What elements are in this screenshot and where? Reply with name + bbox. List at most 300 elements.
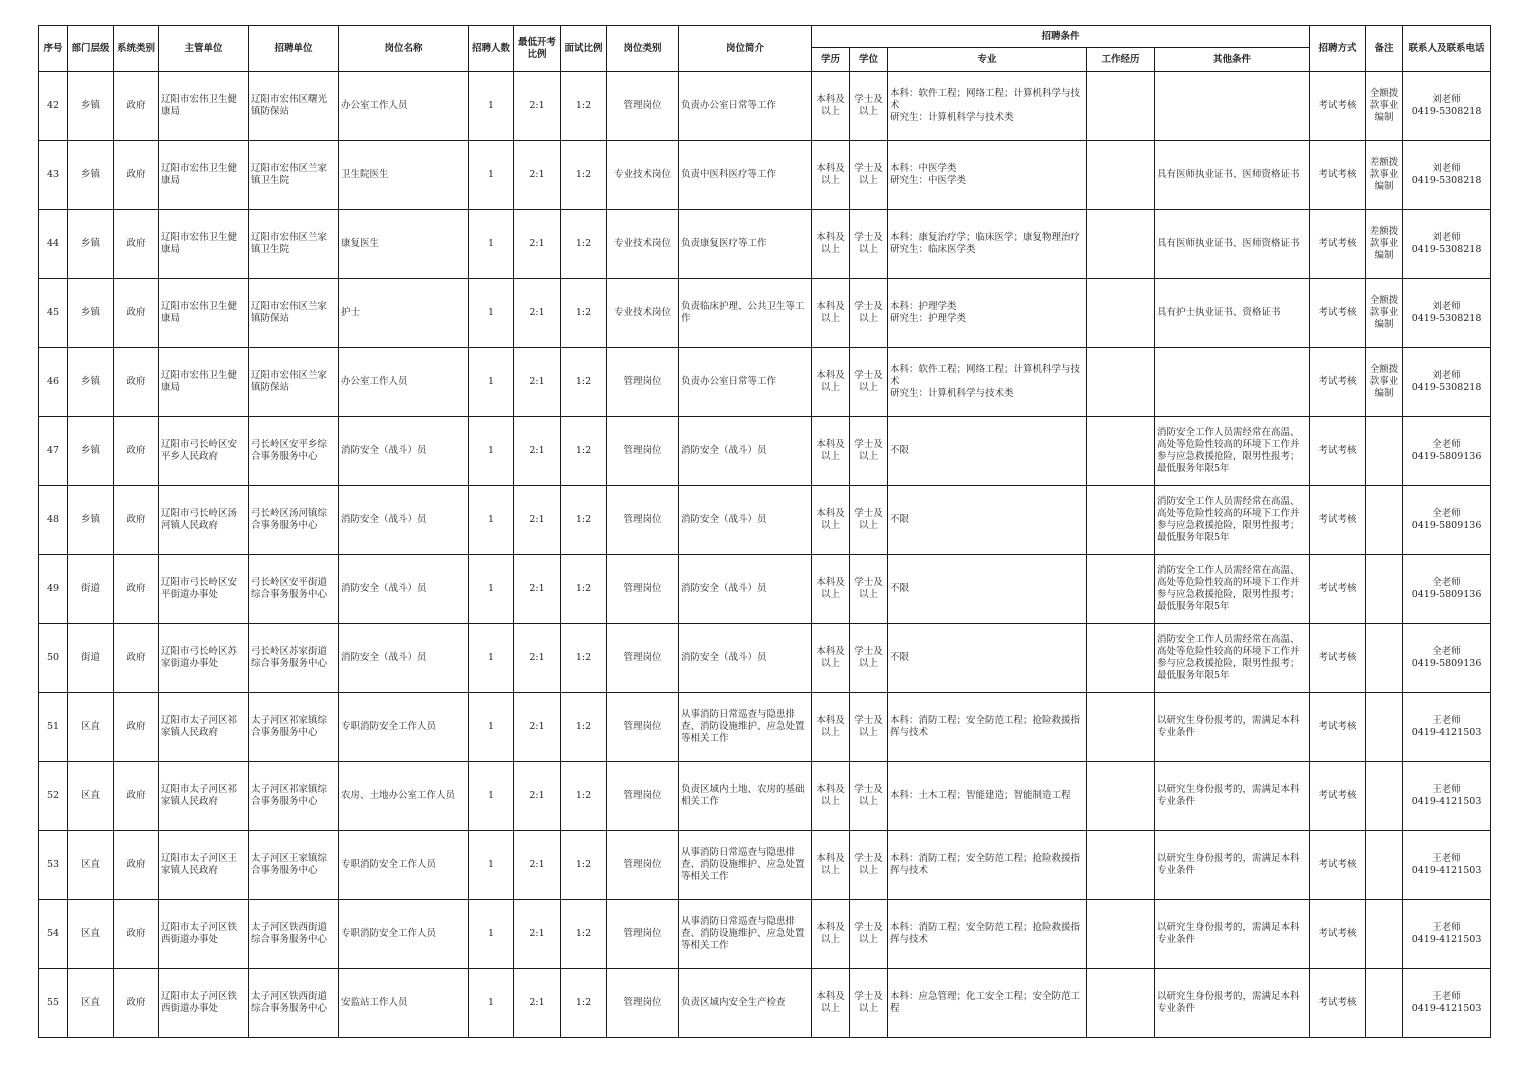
cell-remark: 全额拨款事业编制: [1366, 348, 1403, 417]
cell-seq: 51: [39, 693, 68, 762]
cell-dept-level: 街道: [68, 555, 114, 624]
table-row: [39, 693, 1491, 762]
contact-phone: 0419-5809136: [1411, 658, 1482, 669]
cell-education: 本科及以上: [812, 762, 850, 831]
header-major: 专业: [888, 48, 1087, 72]
cell-count: 1: [469, 900, 514, 969]
cell-degree: 学士及以上: [850, 693, 888, 762]
table-row: [39, 969, 1491, 1038]
cell-post-type: 专业技术岗位: [607, 279, 679, 348]
cell-system: 政府: [114, 693, 159, 762]
cell-other: 消防安全工作人员需经常在高温、高处等危险性较高的环境下工作并参与应急救援抢险，限男性报考；最低服务年限5年: [1155, 555, 1310, 624]
cell-authority: 辽阳市宏伟卫生健康局: [159, 210, 249, 279]
cell-education: 本科及以上: [812, 624, 850, 693]
cell-employer: 弓长岭区苏家街道综合事务服务中心: [249, 624, 339, 693]
cell-position: 安监站工作人员: [339, 969, 469, 1038]
cell-post-type: 管理岗位: [607, 348, 679, 417]
cell-major: 本科：中医学类 研究生：中医学类: [888, 141, 1087, 210]
cell-authority: 辽阳市宏伟卫生健康局: [159, 141, 249, 210]
cell-education: 本科及以上: [812, 210, 850, 279]
contact-phone: 0419-4121503: [1411, 865, 1482, 876]
cell-seq: 47: [39, 417, 68, 486]
cell-remark: [1366, 969, 1403, 1038]
contact-name: 全老师: [1432, 577, 1461, 588]
cell-ratio: 2:1: [514, 555, 561, 624]
cell-degree: 学士及以上: [850, 900, 888, 969]
cell-contact: [1403, 555, 1491, 624]
cell-post-type: 专业技术岗位: [607, 141, 679, 210]
contact-phone: 0419-4121503: [1411, 934, 1482, 945]
cell-method: 考试考核: [1310, 210, 1366, 279]
cell-system: 政府: [114, 72, 159, 141]
cell-authority: 辽阳市太子河区王家镇人民政府: [159, 831, 249, 900]
cell-education: 本科及以上: [812, 417, 850, 486]
cell-education: 本科及以上: [812, 969, 850, 1038]
table-row: [39, 762, 1491, 831]
cell-system: 政府: [114, 900, 159, 969]
cell-seq: 42: [39, 72, 68, 141]
cell-ratio: 2:1: [514, 693, 561, 762]
cell-interview: 1:2: [561, 279, 607, 348]
cell-other: 以研究生身份报考的，需满足本科专业条件: [1155, 693, 1310, 762]
cell-intro: 从事消防日常巡查与隐患排查、消防设施维护、应急处置等相关工作: [679, 693, 812, 762]
cell-method: 考试考核: [1310, 417, 1366, 486]
cell-major: 本科：软件工程；网络工程；计算机科学与技术 研究生：计算机科学与技术类: [888, 72, 1087, 141]
cell-employer: 弓长岭区汤河镇综合事务服务中心: [249, 486, 339, 555]
cell-seq: 55: [39, 969, 68, 1038]
cell-other: 以研究生身份报考的，需满足本科专业条件: [1155, 900, 1310, 969]
contact-phone: 0419-4121503: [1411, 1003, 1482, 1014]
cell-system: 政府: [114, 486, 159, 555]
cell-experience: [1087, 693, 1155, 762]
cell-other: 具有医师执业证书、医师资格证书: [1155, 141, 1310, 210]
cell-major: 本科：软件工程；网络工程；计算机科学与技术 研究生：计算机科学与技术类: [888, 348, 1087, 417]
cell-experience: [1087, 555, 1155, 624]
cell-authority: 辽阳市弓长岭区安平乡人民政府: [159, 417, 249, 486]
contact-name: 王老师: [1432, 715, 1461, 726]
cell-method: 考试考核: [1310, 762, 1366, 831]
cell-intro: 消防安全（战斗）员: [679, 486, 812, 555]
contact-phone: 0419-5809136: [1411, 451, 1482, 462]
cell-position: 办公室工作人员: [339, 348, 469, 417]
cell-experience: [1087, 969, 1155, 1038]
cell-major: 本科：康复治疗学；临床医学；康复物理治疗 研究生：临床医学类: [888, 210, 1087, 279]
cell-count: 1: [469, 72, 514, 141]
cell-post-type: 管理岗位: [607, 693, 679, 762]
cell-degree: 学士及以上: [850, 210, 888, 279]
cell-count: 1: [469, 348, 514, 417]
cell-other: 以研究生身份报考的，需满足本科专业条件: [1155, 762, 1310, 831]
cell-dept-level: 乡镇: [68, 141, 114, 210]
cell-contact: [1403, 486, 1491, 555]
cell-method: 考试考核: [1310, 693, 1366, 762]
header-seq: 序号: [39, 26, 68, 72]
cell-method: 考试考核: [1310, 969, 1366, 1038]
contact-name: 全老师: [1432, 646, 1461, 657]
cell-seq: 46: [39, 348, 68, 417]
cell-position: 消防安全（战斗）员: [339, 624, 469, 693]
cell-other: 以研究生身份报考的，需满足本科专业条件: [1155, 969, 1310, 1038]
cell-major: 本科：应急管理；化工安全工程；安全防范工程: [888, 969, 1087, 1038]
cell-employer: 太子河区王家镇综合事务服务中心: [249, 831, 339, 900]
cell-contact: [1403, 900, 1491, 969]
cell-system: 政府: [114, 555, 159, 624]
cell-remark: 差额拨款事业编制: [1366, 141, 1403, 210]
header-contact: 联系人及联系电话: [1403, 26, 1491, 72]
cell-dept-level: 区直: [68, 831, 114, 900]
cell-interview: 1:2: [561, 762, 607, 831]
cell-interview: 1:2: [561, 624, 607, 693]
cell-interview: 1:2: [561, 486, 607, 555]
recruitment-table: [38, 25, 1491, 1038]
cell-experience: [1087, 279, 1155, 348]
cell-system: 政府: [114, 969, 159, 1038]
cell-interview: 1:2: [561, 831, 607, 900]
cell-dept-level: 乡镇: [68, 348, 114, 417]
header-count: 招聘人数: [469, 26, 514, 72]
cell-degree: 学士及以上: [850, 279, 888, 348]
cell-ratio: 2:1: [514, 624, 561, 693]
cell-dept-level: 乡镇: [68, 417, 114, 486]
cell-count: 1: [469, 210, 514, 279]
cell-position: 消防安全（战斗）员: [339, 555, 469, 624]
table-row: [39, 348, 1491, 417]
cell-count: 1: [469, 555, 514, 624]
cell-dept-level: 乡镇: [68, 486, 114, 555]
cell-experience: [1087, 210, 1155, 279]
cell-count: 1: [469, 624, 514, 693]
header-method: 招聘方式: [1310, 26, 1366, 72]
cell-seq: 50: [39, 624, 68, 693]
cell-degree: 学士及以上: [850, 141, 888, 210]
cell-experience: [1087, 72, 1155, 141]
cell-major: 本科：土木工程；智能建造；智能制造工程: [888, 762, 1087, 831]
cell-education: 本科及以上: [812, 72, 850, 141]
cell-degree: 学士及以上: [850, 348, 888, 417]
cell-interview: 1:2: [561, 72, 607, 141]
cell-experience: [1087, 900, 1155, 969]
cell-authority: 辽阳市太子河区祁家镇人民政府: [159, 693, 249, 762]
cell-method: 考试考核: [1310, 72, 1366, 141]
header-education: 学历: [812, 48, 850, 72]
contact-name: 刘老师: [1432, 370, 1461, 381]
cell-intro: 负责区域内土地、农房的基础相关工作: [679, 762, 812, 831]
cell-contact: [1403, 279, 1491, 348]
cell-remark: [1366, 693, 1403, 762]
cell-ratio: 2:1: [514, 900, 561, 969]
cell-intro: 消防安全（战斗）员: [679, 417, 812, 486]
cell-post-type: 管理岗位: [607, 969, 679, 1038]
cell-system: 政府: [114, 762, 159, 831]
cell-contact: [1403, 348, 1491, 417]
cell-remark: 全额拨款事业编制: [1366, 72, 1403, 141]
cell-count: 1: [469, 693, 514, 762]
cell-method: 考试考核: [1310, 141, 1366, 210]
cell-intro: 从事消防日常巡查与隐患排查、消防设施维护、应急处置等相关工作: [679, 900, 812, 969]
cell-seq: 53: [39, 831, 68, 900]
cell-dept-level: 乡镇: [68, 279, 114, 348]
contact-phone: 0419-5308218: [1411, 106, 1482, 117]
cell-position: 专职消防安全工作人员: [339, 693, 469, 762]
contact-name: 全老师: [1432, 439, 1461, 450]
cell-seq: 49: [39, 555, 68, 624]
cell-ratio: 2:1: [514, 348, 561, 417]
header-intro: 岗位简介: [679, 26, 812, 72]
cell-count: 1: [469, 279, 514, 348]
cell-other: 以研究生身份报考的，需满足本科专业条件: [1155, 831, 1310, 900]
cell-count: 1: [469, 141, 514, 210]
cell-other: [1155, 72, 1310, 141]
cell-count: 1: [469, 486, 514, 555]
contact-name: 王老师: [1432, 922, 1461, 933]
cell-contact: [1403, 141, 1491, 210]
cell-contact: [1403, 72, 1491, 141]
cell-contact: [1403, 693, 1491, 762]
cell-interview: 1:2: [561, 141, 607, 210]
header-dept-level: 部门层级: [68, 26, 114, 72]
cell-intro: 消防安全（战斗）员: [679, 555, 812, 624]
contact-name: 全老师: [1432, 508, 1461, 519]
cell-education: 本科及以上: [812, 486, 850, 555]
header-system: 系统类别: [114, 26, 159, 72]
cell-dept-level: 区直: [68, 900, 114, 969]
cell-employer: 太子河区铁西街道综合事务服务中心: [249, 900, 339, 969]
cell-contact: [1403, 762, 1491, 831]
cell-position: 农房、土地办公室工作人员: [339, 762, 469, 831]
cell-system: 政府: [114, 831, 159, 900]
contact-phone: 0419-5308218: [1411, 244, 1482, 255]
cell-intro: 负责临床护理、公共卫生等工作: [679, 279, 812, 348]
cell-position: 办公室工作人员: [339, 72, 469, 141]
header-ratio: 最低开考比例: [514, 26, 561, 72]
contact-phone: 0419-4121503: [1411, 796, 1482, 807]
cell-post-type: 管理岗位: [607, 900, 679, 969]
cell-remark: [1366, 831, 1403, 900]
cell-employer: 辽阳市宏伟区兰家镇卫生院: [249, 141, 339, 210]
contact-name: 刘老师: [1432, 94, 1461, 105]
cell-contact: [1403, 624, 1491, 693]
cell-degree: 学士及以上: [850, 762, 888, 831]
cell-seq: 52: [39, 762, 68, 831]
cell-post-type: 管理岗位: [607, 555, 679, 624]
table-row: [39, 210, 1491, 279]
cell-system: 政府: [114, 348, 159, 417]
table-row: [39, 831, 1491, 900]
cell-method: 考试考核: [1310, 486, 1366, 555]
cell-method: 考试考核: [1310, 624, 1366, 693]
table-row: [39, 417, 1491, 486]
cell-ratio: 2:1: [514, 279, 561, 348]
header-remark: 备注: [1366, 26, 1403, 72]
contact-name: 王老师: [1432, 853, 1461, 864]
cell-degree: 学士及以上: [850, 486, 888, 555]
cell-position: 专职消防安全工作人员: [339, 900, 469, 969]
cell-system: 政府: [114, 279, 159, 348]
cell-degree: 学士及以上: [850, 72, 888, 141]
table-body: [39, 72, 1491, 1038]
cell-dept-level: 区直: [68, 693, 114, 762]
cell-degree: 学士及以上: [850, 624, 888, 693]
cell-authority: 辽阳市太子河区铁西街道办事处: [159, 900, 249, 969]
cell-experience: [1087, 348, 1155, 417]
cell-employer: 辽阳市宏伟区兰家镇防保站: [249, 348, 339, 417]
cell-authority: 辽阳市宏伟卫生健康局: [159, 72, 249, 141]
cell-major: 不限: [888, 624, 1087, 693]
cell-position: 专职消防安全工作人员: [339, 831, 469, 900]
cell-system: 政府: [114, 141, 159, 210]
cell-employer: 辽阳市宏伟区兰家镇防保站: [249, 279, 339, 348]
table-row: [39, 141, 1491, 210]
cell-interview: 1:2: [561, 900, 607, 969]
cell-remark: [1366, 417, 1403, 486]
cell-interview: 1:2: [561, 348, 607, 417]
cell-major: 本科：消防工程；安全防范工程；抢险救援指挥与技术: [888, 900, 1087, 969]
cell-authority: 辽阳市弓长岭区安平街道办事处: [159, 555, 249, 624]
contact-phone: 0419-5308218: [1411, 382, 1482, 393]
cell-major: 本科：护理学类 研究生：护理学类: [888, 279, 1087, 348]
cell-experience: [1087, 831, 1155, 900]
cell-position: 康复医生: [339, 210, 469, 279]
cell-other: 消防安全工作人员需经常在高温、高处等危险性较高的环境下工作并参与应急救援抢险，限男性报考；最低服务年限5年: [1155, 417, 1310, 486]
cell-dept-level: 街道: [68, 624, 114, 693]
cell-post-type: 管理岗位: [607, 762, 679, 831]
cell-other: 具有医师执业证书、医师资格证书: [1155, 210, 1310, 279]
cell-experience: [1087, 762, 1155, 831]
cell-method: 考试考核: [1310, 900, 1366, 969]
cell-authority: 辽阳市宏伟卫生健康局: [159, 279, 249, 348]
cell-dept-level: 乡镇: [68, 210, 114, 279]
header-conditions: 招聘条件: [812, 26, 1310, 48]
contact-name: 刘老师: [1432, 163, 1461, 174]
cell-method: 考试考核: [1310, 555, 1366, 624]
cell-experience: [1087, 486, 1155, 555]
cell-intro: 负责康复医疗等工作: [679, 210, 812, 279]
cell-employer: 太子河区铁西街道综合事务服务中心: [249, 969, 339, 1038]
table-row: [39, 72, 1491, 141]
cell-interview: 1:2: [561, 210, 607, 279]
cell-contact: [1403, 831, 1491, 900]
cell-ratio: 2:1: [514, 762, 561, 831]
cell-interview: 1:2: [561, 693, 607, 762]
cell-ratio: 2:1: [514, 210, 561, 279]
cell-major: 本科：消防工程；安全防范工程；抢险救援指挥与技术: [888, 693, 1087, 762]
cell-remark: [1366, 486, 1403, 555]
cell-ratio: 2:1: [514, 969, 561, 1038]
cell-degree: 学士及以上: [850, 969, 888, 1038]
cell-seq: 45: [39, 279, 68, 348]
cell-seq: 44: [39, 210, 68, 279]
table-row: [39, 486, 1491, 555]
cell-employer: 辽阳市宏伟区兰家镇卫生院: [249, 210, 339, 279]
cell-post-type: 管理岗位: [607, 831, 679, 900]
cell-count: 1: [469, 417, 514, 486]
cell-experience: [1087, 141, 1155, 210]
header-other: 其他条件: [1155, 48, 1310, 72]
contact-phone: 0419-5308218: [1411, 175, 1482, 186]
cell-post-type: 管理岗位: [607, 72, 679, 141]
cell-dept-level: 区直: [68, 969, 114, 1038]
cell-interview: 1:2: [561, 417, 607, 486]
contact-phone: 0419-5308218: [1411, 313, 1482, 324]
header-interview: 面试比例: [561, 26, 607, 72]
contact-name: 刘老师: [1432, 301, 1461, 312]
cell-contact: [1403, 417, 1491, 486]
header-post-type: 岗位类别: [607, 26, 679, 72]
cell-employer: 太子河区祁家镇综合事务服务中心: [249, 762, 339, 831]
cell-degree: 学士及以上: [850, 417, 888, 486]
cell-dept-level: 区直: [68, 762, 114, 831]
cell-other: [1155, 348, 1310, 417]
cell-education: 本科及以上: [812, 555, 850, 624]
contact-name: 刘老师: [1432, 232, 1461, 243]
contact-phone: 0419-4121503: [1411, 727, 1482, 738]
cell-method: 考试考核: [1310, 831, 1366, 900]
cell-position: 护士: [339, 279, 469, 348]
cell-education: 本科及以上: [812, 831, 850, 900]
cell-interview: 1:2: [561, 555, 607, 624]
cell-employer: 弓长岭区安平街道综合事务服务中心: [249, 555, 339, 624]
cell-education: 本科及以上: [812, 348, 850, 417]
cell-post-type: 管理岗位: [607, 624, 679, 693]
cell-ratio: 2:1: [514, 141, 561, 210]
cell-seq: 54: [39, 900, 68, 969]
cell-experience: [1087, 417, 1155, 486]
contact-name: 王老师: [1432, 991, 1461, 1002]
cell-remark: 全额拨款事业编制: [1366, 279, 1403, 348]
cell-other: 消防安全工作人员需经常在高温、高处等危险性较高的环境下工作并参与应急救援抢险，限男性报考；最低服务年限5年: [1155, 624, 1310, 693]
cell-other: 消防安全工作人员需经常在高温、高处等危险性较高的环境下工作并参与应急救援抢险，限男性报考；最低服务年限5年: [1155, 486, 1310, 555]
cell-count: 1: [469, 969, 514, 1038]
cell-ratio: 2:1: [514, 417, 561, 486]
cell-intro: 负责办公室日常等工作: [679, 348, 812, 417]
header-experience: 工作经历: [1087, 48, 1155, 72]
cell-degree: 学士及以上: [850, 555, 888, 624]
cell-post-type: 管理岗位: [607, 486, 679, 555]
cell-seq: 43: [39, 141, 68, 210]
cell-intro: 消防安全（战斗）员: [679, 624, 812, 693]
cell-intro: 负责办公室日常等工作: [679, 72, 812, 141]
cell-post-type: 专业技术岗位: [607, 210, 679, 279]
cell-remark: 差额拨款事业编制: [1366, 210, 1403, 279]
cell-remark: [1366, 555, 1403, 624]
cell-education: 本科及以上: [812, 693, 850, 762]
cell-contact: [1403, 210, 1491, 279]
cell-seq: 48: [39, 486, 68, 555]
cell-employer: 辽阳市宏伟区曙光镇防保站: [249, 72, 339, 141]
cell-authority: 辽阳市弓长岭区汤河镇人民政府: [159, 486, 249, 555]
cell-intro: 负责区域内安全生产检查: [679, 969, 812, 1038]
cell-interview: 1:2: [561, 969, 607, 1038]
header-employer: 招聘单位: [249, 26, 339, 72]
cell-education: 本科及以上: [812, 900, 850, 969]
contact-name: 王老师: [1432, 784, 1461, 795]
cell-method: 考试考核: [1310, 348, 1366, 417]
cell-method: 考试考核: [1310, 279, 1366, 348]
cell-intro: 从事消防日常巡查与隐患排查、消防设施维护、应急处置等相关工作: [679, 831, 812, 900]
cell-ratio: 2:1: [514, 831, 561, 900]
cell-system: 政府: [114, 210, 159, 279]
cell-major: 不限: [888, 417, 1087, 486]
cell-remark: [1366, 900, 1403, 969]
table-row: [39, 624, 1491, 693]
cell-system: 政府: [114, 624, 159, 693]
cell-degree: 学士及以上: [850, 831, 888, 900]
cell-authority: 辽阳市太子河区铁西街道办事处: [159, 969, 249, 1038]
cell-education: 本科及以上: [812, 279, 850, 348]
cell-authority: 辽阳市弓长岭区苏家街道办事处: [159, 624, 249, 693]
table-row: [39, 279, 1491, 348]
contact-phone: 0419-5809136: [1411, 520, 1482, 531]
